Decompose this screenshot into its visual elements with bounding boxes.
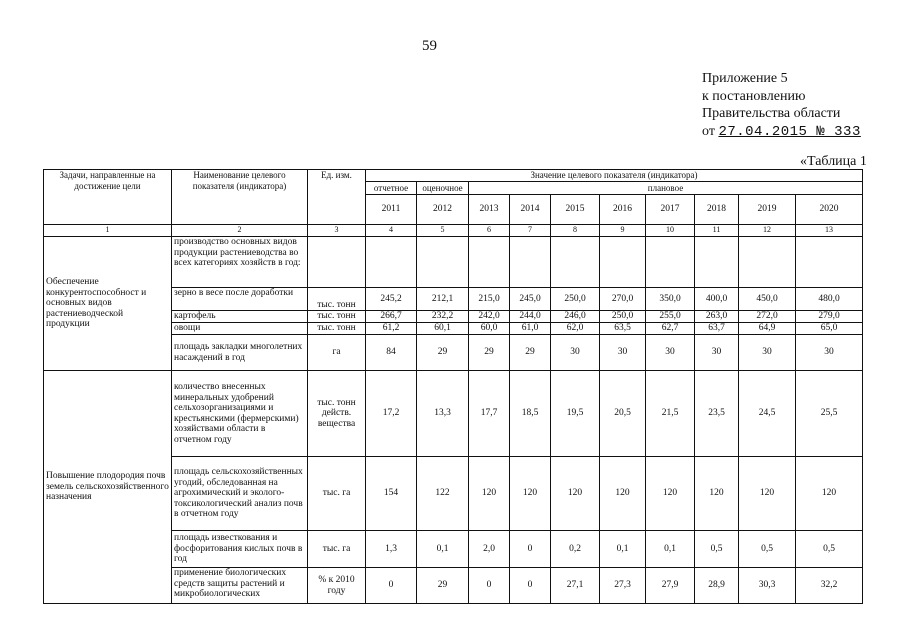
indicator-cell: картофель [172,311,308,323]
indicator-table [43,169,863,604]
column-number: 11 [695,225,739,237]
value-cell: 245,0 [510,288,551,311]
column-number: 2 [172,225,308,237]
value-cell: 24,5 [739,371,796,457]
value-cell: 61,2 [366,323,417,335]
page-number: 59 [422,38,437,54]
value-cell: 0,2 [551,531,600,568]
indicator-cell: количество внесенных минеральных удобрений сельхозорганизациями и крестьянскими (фермерскими) хозяйствами области в отчетном году [172,371,308,457]
value-cell: 27,9 [646,568,695,604]
value-cell: 25,5 [796,371,863,457]
value-cell: 120 [600,457,646,531]
value-cell: 0,5 [695,531,739,568]
table-row [44,237,863,288]
table-caption: «Таблица 1 [800,154,867,169]
value-cell: 20,5 [600,371,646,457]
year-header: 2016 [600,195,646,225]
value-cell: 28,9 [695,568,739,604]
year-header: 2017 [646,195,695,225]
indicator-cell: производство основных видов продукции растениеводства во всех категориях хозяйств в год: [172,237,308,288]
value-cell: 0,5 [796,531,863,568]
task-cell: Повышение плодородия почв земель сельскохозяйственного назначения [44,371,172,604]
year-header: 2013 [469,195,510,225]
value-cell: 0 [469,568,510,604]
appendix-date-prefix: от [702,123,715,139]
value-cell: 250,0 [551,288,600,311]
year-header: 2015 [551,195,600,225]
indicator-cell: площадь сельскохозяйственных угодий, обследованная на агрохимический и эколого-токсикологический анализ почв в отчетном году [172,457,308,531]
year-header: 2018 [695,195,739,225]
value-cell: 0,5 [739,531,796,568]
value-cell: 215,0 [469,288,510,311]
column-number: 8 [551,225,600,237]
unit-cell: тыс. га [308,457,366,531]
value-cell: 246,0 [551,311,600,323]
value-cell: 279,0 [796,311,863,323]
value-cell: 29 [469,335,510,371]
value-cell: 17,7 [469,371,510,457]
value-cell: 480,0 [796,288,863,311]
value-cell: 120 [695,457,739,531]
value-cell: 27,3 [600,568,646,604]
value-cell: 154 [366,457,417,531]
value-cell: 60,1 [417,323,469,335]
value-cell: 120 [469,457,510,531]
value-cell: 266,7 [366,311,417,323]
column-number: 3 [308,225,366,237]
unit-cell: тыс. тонн действ. вещества [308,371,366,457]
value-cell: 120 [551,457,600,531]
value-cell: 23,5 [695,371,739,457]
column-number: 1 [44,225,172,237]
header-estimated: оценочное [417,182,469,195]
indicator-cell: площадь закладки многолетних насаждений в год [172,335,308,371]
header-values: Значение целевого показателя (индикатора) [366,170,863,182]
value-cell: 32,2 [796,568,863,604]
indicator-cell: применение биологических средств защиты растений и микробиологических [172,568,308,604]
value-cell: 13,3 [417,371,469,457]
value-cell: 1,3 [366,531,417,568]
value-cell: 272,0 [739,311,796,323]
appendix-line-3: Правительства области [702,106,841,121]
column-number: 10 [646,225,695,237]
value-cell: 27,1 [551,568,600,604]
value-cell: 64,9 [739,323,796,335]
value-cell: 263,0 [695,311,739,323]
appendix-line-1: Приложение 5 [702,71,788,86]
unit-cell: % к 2010 году [308,568,366,604]
value-cell [600,237,646,288]
indicator-cell: зерно в весе после доработки [172,288,308,311]
value-cell: 60,0 [469,323,510,335]
unit-cell: тыс. тонн [308,323,366,335]
value-cell: 29 [510,335,551,371]
unit-cell: тыс. тонн [308,311,366,323]
value-cell: 62,0 [551,323,600,335]
value-cell: 245,2 [366,288,417,311]
value-cell: 120 [646,457,695,531]
indicator-cell: овощи [172,323,308,335]
value-cell [796,237,863,288]
value-cell: 21,5 [646,371,695,457]
column-number: 12 [739,225,796,237]
value-cell: 30 [796,335,863,371]
table-row [44,371,863,457]
value-cell: 84 [366,335,417,371]
value-cell [739,237,796,288]
value-cell: 255,0 [646,311,695,323]
value-cell: 63,7 [695,323,739,335]
value-cell: 232,2 [417,311,469,323]
value-cell: 0,1 [600,531,646,568]
unit-cell: тыс. га [308,531,366,568]
value-cell: 350,0 [646,288,695,311]
value-cell: 0,1 [417,531,469,568]
value-cell [417,237,469,288]
year-header: 2014 [510,195,551,225]
value-cell: 30 [600,335,646,371]
year-header: 2019 [739,195,796,225]
value-cell: 120 [739,457,796,531]
value-cell [510,237,551,288]
value-cell: 30 [551,335,600,371]
header-tasks: Задачи, направленные на достижение цели [44,170,172,225]
value-cell: 450,0 [739,288,796,311]
value-cell: 0 [510,568,551,604]
column-number: 13 [796,225,863,237]
value-cell: 61,0 [510,323,551,335]
value-cell [551,237,600,288]
value-cell: 29 [417,335,469,371]
value-cell [695,237,739,288]
task-cell: Обеспечение конкурентоспособност и основных видов растениеводческой продукции [44,237,172,371]
value-cell: 400,0 [695,288,739,311]
value-cell: 18,5 [510,371,551,457]
value-cell: 30,3 [739,568,796,604]
unit-cell: тыс. тонн [308,288,366,311]
value-cell: 212,1 [417,288,469,311]
header-reported: отчетное [366,182,417,195]
year-header: 2011 [366,195,417,225]
appendix-line-2: к постановлению [702,88,806,104]
appendix-date-number: 27.04.2015 № 333 [718,123,861,140]
year-header: 2020 [796,195,863,225]
column-number: 7 [510,225,551,237]
value-cell: 30 [695,335,739,371]
column-number: 9 [600,225,646,237]
header-indicator: Наименование целевого показателя (индикатора) [172,170,308,225]
value-cell: 242,0 [469,311,510,323]
unit-cell [308,237,366,288]
value-cell: 30 [739,335,796,371]
value-cell: 62,7 [646,323,695,335]
value-cell: 65,0 [796,323,863,335]
value-cell [469,237,510,288]
value-cell: 17,2 [366,371,417,457]
value-cell: 0 [366,568,417,604]
value-cell: 120 [510,457,551,531]
column-number: 5 [417,225,469,237]
appendix-header [702,70,861,141]
value-cell: 120 [796,457,863,531]
column-number: 6 [469,225,510,237]
value-cell: 270,0 [600,288,646,311]
unit-cell: га [308,335,366,371]
value-cell: 250,0 [600,311,646,323]
appendix-line-4 [702,123,861,142]
indicator-cell: площадь известкования и фосфоритования кислых почв в год [172,531,308,568]
value-cell: 122 [417,457,469,531]
value-cell: 2,0 [469,531,510,568]
value-cell: 244,0 [510,311,551,323]
value-cell: 30 [646,335,695,371]
column-number: 4 [366,225,417,237]
value-cell: 63,5 [600,323,646,335]
value-cell: 0 [510,531,551,568]
year-header: 2012 [417,195,469,225]
header-unit: Ед. изм. [308,170,366,225]
value-cell: 19,5 [551,371,600,457]
value-cell [366,237,417,288]
header-planned: плановое [469,182,863,195]
value-cell [646,237,695,288]
value-cell: 0,1 [646,531,695,568]
value-cell: 29 [417,568,469,604]
